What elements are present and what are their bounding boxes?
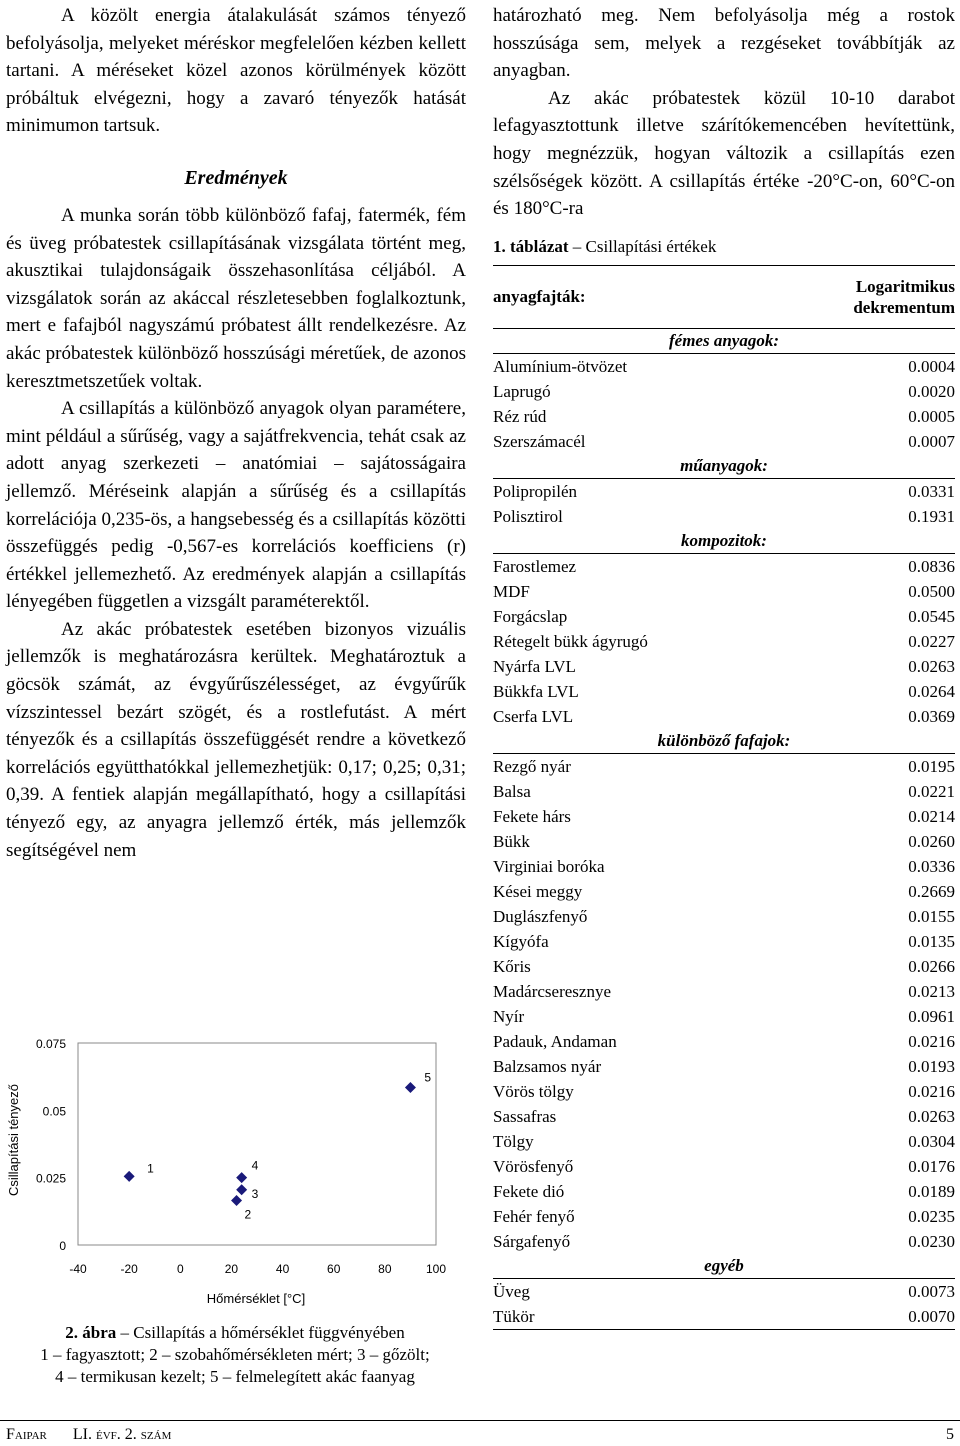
table-cell-material: MDF [493,581,530,601]
page-number: 5 [946,1426,954,1443]
section-title: Eredmények [184,166,288,189]
table-cell-value: 0.0263 [908,1106,955,1126]
table-cell-value: 0.2669 [908,881,955,901]
table-cell-material: Sárgafenyő [493,1231,571,1251]
footer-rule [0,1420,960,1421]
y-tick-label: 0.05 [42,1104,66,1119]
table-cell-material: Bükkfa LVL [493,681,579,701]
table-category-label: fémes anyagok: [493,328,955,353]
table-cell-value: 0.0214 [908,806,955,826]
table-cell-material: Balzsamos nyár [493,1056,602,1076]
table-cell-material: Kígyófa [493,931,549,951]
table-row [493,979,955,1004]
table-cell-material: Madárcseresznye [493,981,611,1001]
table-category-row [493,529,955,554]
results-paragraph-2: A csillapítás a különböző anyagok olyan paramétere, mint például a sűrűség, vagy a sajátfrekvencia, tehát csak az adott anyag szerkezeti – anatómiai – sajátosságaira jellemző. Méréseink alapján a sűrűség és a csillapítás korrelációja 0,235-ös, a hangsebesség és a csillapítás közötti összefüggés pedig -0,567-es korrelációs koefficiens (r) értékkel jellemezhető. Az eredmények alapján a csillapítás lényegében független a vizsgált paraméterektől. [6,398,466,613]
x-tick-label: 40 [275,1262,290,1276]
table-row [493,1129,955,1154]
table-cell-material: Padauk, Andaman [493,1031,617,1051]
table-cell-value: 0.0500 [908,581,955,601]
table-cell-material: Vörös tölgy [493,1081,574,1101]
table-cell-value: 0.0213 [908,981,955,1001]
table-cell-value: 0.0235 [908,1206,955,1226]
table-cell-material: Bükk [493,831,530,851]
data-point-label: 1 [147,1161,154,1176]
table-category-row [493,1254,955,1279]
table-row [493,1054,955,1079]
table-cell-material: Rezgő nyár [493,756,571,776]
table-header-row [493,265,955,328]
footer-journal: Faipar [6,1426,47,1443]
table-cell-material: Alumínium-ötvözet [493,356,628,376]
table-cell-value: 0.0331 [908,481,955,501]
table-cell-material: Forgácslap [493,606,568,626]
table-category-row [493,454,955,479]
table-cell-material: Tükör [493,1304,805,1330]
table-cell-value: 0.0070 [805,1304,955,1330]
table-row [493,1004,955,1029]
data-point-marker [405,1082,416,1093]
table-row [493,1179,955,1204]
table-row [493,753,955,779]
table-row [493,553,955,579]
data-point-marker [124,1171,135,1182]
table-row [493,879,955,904]
table-row [493,904,955,929]
table-cell-value: 0.0266 [908,956,955,976]
table-cell-value: 0.0193 [908,1056,955,1076]
table-cell-material: Laprugó [493,381,551,401]
table-category-label: különböző fafajok: [493,729,955,754]
table-cell-value: 0.0135 [908,931,955,951]
table-cell-material: Balsa [493,781,531,801]
x-tick-label: 20 [224,1262,239,1276]
table-cell-material: Polipropilén [493,481,578,501]
table-cell-material: Fehér fenyő [493,1206,575,1226]
table-category-label: műanyagok: [493,454,955,479]
table-cell-value: 0.0264 [908,681,955,701]
table-row [493,629,955,654]
right-column [493,2,955,1330]
figure-caption [0,1322,470,1388]
table-cell-value: 0.0263 [908,656,955,676]
table-cell-value: 0.0230 [908,1231,955,1251]
table-cell-material: Fekete dió [493,1181,565,1201]
x-tick-label: 100 [425,1262,447,1276]
x-tick-label: 0 [176,1262,184,1276]
table-row [493,429,955,454]
table-cell-value: 0.0216 [908,1081,955,1101]
table-row [493,379,955,404]
figure-caption-line3: 4 – termikusan kezelt; 5 – felmelegített akác faanyag [55,1367,415,1386]
table-cell-material: Vörösfenyő [493,1156,574,1176]
table-cell-material: Réz rúd [493,406,547,426]
data-point-label: 3 [251,1186,259,1201]
x-tick-label: -20 [120,1262,138,1276]
table-cell-value: 0.0155 [908,906,955,926]
table-row [493,478,955,504]
table-cell-material: Fekete hárs [493,806,571,826]
table-caption-label: 1. táblázat [493,236,569,256]
table-cell-value: 0.0004 [908,356,955,376]
table-row [493,779,955,804]
table-category-label: egyéb [493,1254,955,1279]
table-cell-value: 0.0227 [908,631,955,651]
chart-svg [0,1025,470,1325]
table-row [493,353,955,379]
damping-table [493,265,955,1330]
table-cell-material: Cserfa LVL [493,706,574,726]
table-cell-value: 0.0369 [908,706,955,726]
table-row [493,954,955,979]
table-row [493,504,955,529]
table-cell-value: 0.0545 [908,606,955,626]
table-row [493,1278,955,1304]
table-cell-material: Tölgy [493,1131,534,1151]
intro-paragraph: A közölt energia átalakulását számos tényező befolyásolja, melyeket méréskor megfelelően kézben kellett tartani. A méréseket közel azonos körülmények között próbáltuk elvégezni, hogy a zavaró tényezők hatását minimumon tartsuk. [6,5,466,137]
table-row [493,1304,955,1330]
table-cell-value: 0.0836 [908,556,955,576]
table-row [493,854,955,879]
table-cell-value: 0.0176 [908,1156,955,1176]
table-cell-value: 0.0260 [908,831,955,851]
data-point-label: 5 [424,1070,432,1085]
table-row [493,804,955,829]
data-point-marker [236,1172,247,1183]
y-tick-label: 0.025 [35,1171,66,1186]
table-cell-value: 0.0005 [908,406,955,426]
results-paragraph-1: A munka során több különböző fafaj, fatermék, fém és üveg próbatestek csillapításának vizsgálata történt meg, akusztikai tulajdonságaik összehasonlítása céljából. A vizsgálatok során az akáccal részletesebben foglalkoztunk, mert e fafajból nagyszámú próbatest állt rendelkezésre. Az akác próbatestek különböző hosszúsági méretűek, de azonos keresztmetszetűek voltak. [6,204,466,392]
table-caption-text: – Csillapítási értékek [568,236,717,256]
table-cell-value: 0.0195 [908,756,955,776]
figure-caption-text: – Csillapítás a hőmérséklet függvényében [116,1323,405,1342]
table-cell-material: Üveg [493,1281,530,1301]
table-row [493,829,955,854]
table-row [493,604,955,629]
table-cell-material: Nyír [493,1006,525,1026]
table-category-row [493,729,955,754]
x-axis-label: Hőmérséklet [°C] [206,1291,306,1306]
treatment-paragraph: Az akác próbatestek közül 10-10 darabot lefagyasztottunk illetve szárítókemencében hevítettünk, hogy megnézzük, hogyan változik a csillapítás ezen szélsőségek között. A csillapítás értéke -20°C-on, 60°C-on és 180°C-ra [493,87,955,220]
table-row [493,679,955,704]
table-cell-value: 0.0216 [908,1031,955,1051]
table-row [493,1029,955,1054]
table-cell-value: 0.0961 [908,1006,955,1026]
data-point-label: 2 [244,1207,252,1222]
table-row [493,1104,955,1129]
figure-caption-label: 2. ábra [65,1323,117,1342]
table-row [493,1079,955,1104]
table-cell-material: Virginiai boróka [493,856,605,876]
page-footer [6,1426,954,1444]
footer-volume: LI. évf. 2. szám [72,1426,172,1443]
table-caption [493,237,955,257]
damping-temperature-chart [0,1025,470,1325]
figure-caption-line2: 1 – fagyasztott; 2 – szobahőmérsékleten mért; 3 – gőzölt; [40,1345,430,1364]
data-point-label: 4 [251,1158,259,1173]
table-header-log-decrement: Logaritmikus dekrementum [805,265,955,328]
table-row [493,704,955,729]
left-column [6,2,466,864]
table-cell-material: Nyárfa LVL [493,656,576,676]
data-point-marker [231,1195,242,1206]
plot-area-frame [78,1043,436,1245]
table-cell-material: Szerszámacél [493,431,586,451]
table-cell-material: Farostlemez [493,556,577,576]
table-cell-value: 0.0020 [908,381,955,401]
table-row [493,654,955,679]
table-cell-material: Polisztirol [493,506,563,526]
x-tick-label: 80 [378,1262,392,1276]
table-row [493,404,955,429]
table-row [493,579,955,604]
table-row [493,929,955,954]
results-paragraph-3: Az akác próbatestek esetében bizonyos vizuális jellemzők is meghatározásra kerültek. Meghatároztuk a göcsök számát, az évgyűrűszélességet, az évgyűrűk vízszintessel bezárt szögét, és a rostlefutást. A mért tényezők és a csillapítás összefüggését rendre a következő korrelációs együtthatókkal jellemezhetjük: 0,17; 0,25; 0,31; 0,39. A fentiek alapján megállapítható, hogy a csillapítási tényező egy, az anyagra jellemző érték, más jellemzők segítségével nem [6,618,466,861]
x-tick-label: 60 [327,1262,341,1276]
table-cell-value: 0.1931 [908,506,955,526]
table-cell-material: Duglászfenyő [493,906,588,926]
data-point-marker [236,1184,247,1195]
table-cell-material: Kései meggy [493,881,583,901]
table-cell-value: 0.0189 [908,1181,955,1201]
table-cell-value: 0.0221 [908,781,955,801]
table-cell-material: Sassafras [493,1106,557,1126]
table-category-row [493,328,955,353]
table-row [493,1204,955,1229]
y-axis-label: Csillapítási tényező [6,1084,21,1196]
table-cell-value: 0.0304 [908,1131,955,1151]
table-header-material: anyagfajták: [493,265,805,328]
table-category-label: kompozitok: [493,529,955,554]
table-cell-material: Rétegelt bükk ágyrugó [493,631,648,651]
table-cell-material: Kőris [493,956,531,976]
y-tick-label: 0 [59,1239,66,1253]
table-row [493,1229,955,1254]
continued-paragraph: határozható meg. Nem befolyásolja még a rostok hosszúsága sem, melyek a rezgéseket továbbítják az anyagban. [493,5,955,82]
x-tick-label: -40 [69,1262,87,1276]
table-row [493,1154,955,1179]
y-tick-label: 0.075 [35,1037,66,1051]
table-cell-value: 0.0073 [908,1281,955,1301]
table-cell-value: 0.0007 [908,431,955,451]
table-cell-value: 0.0336 [908,856,955,876]
